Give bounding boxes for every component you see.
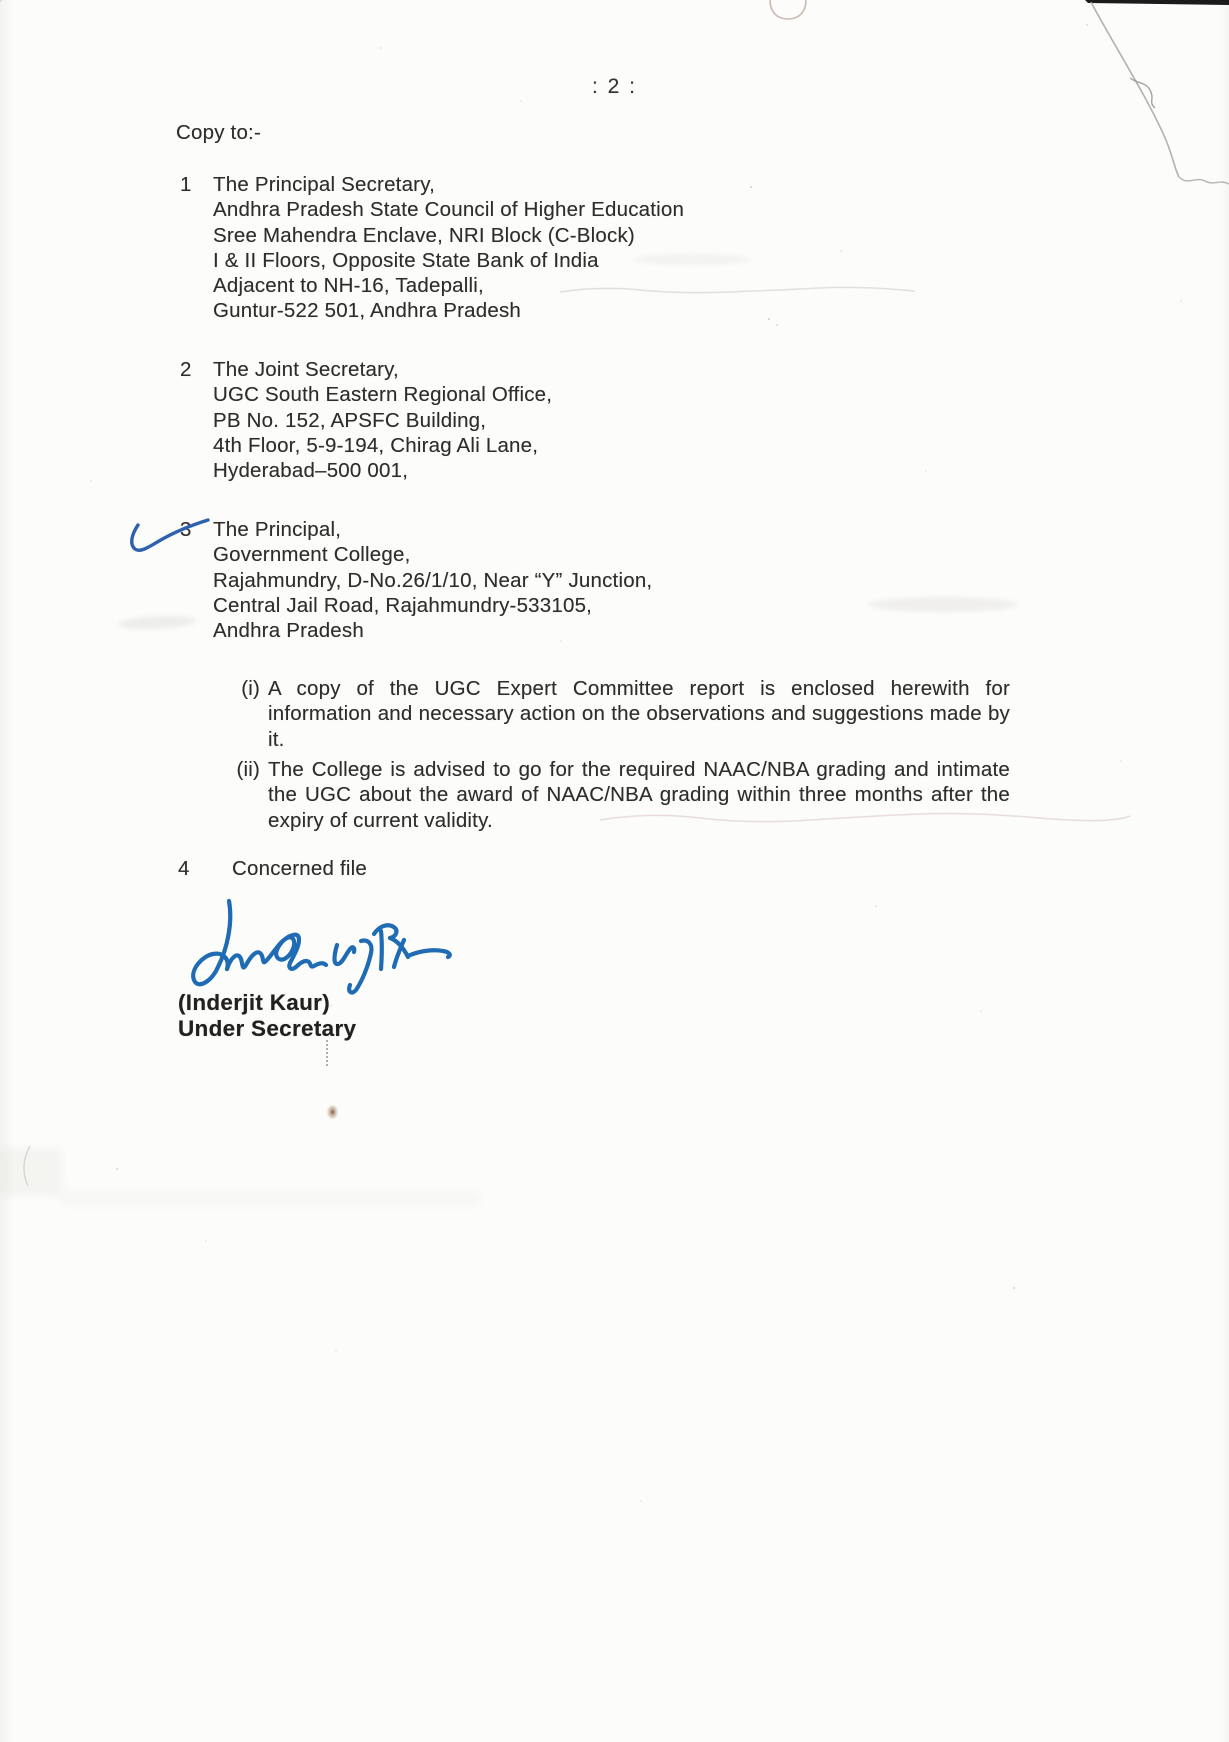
copy-to-label: Copy to:-	[176, 121, 261, 144]
recipient-number: 2	[180, 358, 192, 381]
item-number: 4	[178, 857, 190, 880]
address-line: PB No. 152, APSFC Building,	[213, 408, 487, 432]
address-line: UGC South Eastern Regional Office,	[213, 383, 553, 407]
address-line: 4th Floor, 5-9-194, Chirag Ali Lane,	[213, 433, 539, 457]
address-line: Hyderabad–500 001,	[213, 459, 409, 483]
signatory-title: Under Secretary	[178, 1016, 357, 1041]
signature-scribble	[185, 893, 460, 1005]
signature-stroke	[193, 901, 230, 984]
address-line: Rajahmundry, D-No.26/1/10, Near “Y” Junction,	[213, 568, 653, 592]
address-line: Government College,	[213, 543, 411, 567]
address-line: The Principal Secretary,	[213, 173, 436, 196]
signatory-name: (Inderjit Kaur)	[178, 990, 331, 1015]
address-line: Central Jail Road, Rajahmundry-533105,	[213, 593, 593, 617]
note-label: (ii)	[236, 758, 260, 781]
address-line: Adjacent to NH-16, Tadepalli,	[213, 274, 484, 298]
recipient-address-block	[213, 357, 552, 483]
note-label: (i)	[241, 677, 260, 700]
address-line: Sree Mahendra Enclave, NRI Block (C-Block)	[213, 223, 635, 247]
address-line: Andhra Pradesh	[213, 619, 364, 643]
scan-smudge	[118, 614, 197, 631]
signature-stroke	[381, 931, 382, 969]
address-line: Andhra Pradesh State Council of Higher Education	[213, 198, 685, 222]
blue-tick-annotation	[126, 512, 218, 560]
page-number: : 2 :	[591, 75, 638, 98]
note-text: A copy of the UGC Expert Committee report is enclosed herewith for information and necessary action on the observations and suggestions made by it.	[268, 677, 1010, 751]
signature-stroke	[374, 925, 396, 938]
fold-crease-line	[1179, 177, 1229, 184]
crease-line	[24, 1146, 30, 1186]
signature-stroke	[227, 935, 326, 969]
item-text: Concerned file	[232, 857, 367, 880]
address-line: Guntur-522 501, Andhra Pradesh	[213, 299, 522, 323]
address-line: The Joint Secretary,	[213, 358, 399, 381]
tick-stroke	[132, 520, 208, 550]
signature-stroke	[335, 945, 355, 964]
scan-smudge	[868, 597, 1018, 612]
signature-stroke	[408, 950, 450, 957]
paper-stain	[328, 1106, 337, 1118]
scan-smudge	[60, 1192, 480, 1205]
recipient-number: 3	[180, 518, 192, 541]
note-text: The College is advised to go for the required NAAC/NBA grading and intimate the UGC about the award of NAAC/NBA grading within three months after the expiry of current validity.	[268, 758, 1010, 832]
crease-mark	[10, 1142, 50, 1202]
ink-drip-mark	[326, 1040, 328, 1066]
recipient-address-block	[213, 172, 684, 324]
recipient-address-block	[213, 517, 652, 643]
address-line: The Principal,	[213, 518, 342, 541]
scan-edge-shadow	[1085, 0, 1229, 5]
address-line: I & II Floors, Opposite State Bank of India	[213, 248, 599, 272]
signature-stroke	[390, 938, 408, 967]
recipient-number: 1	[180, 173, 192, 196]
staple-curl-mark	[770, 0, 806, 19]
